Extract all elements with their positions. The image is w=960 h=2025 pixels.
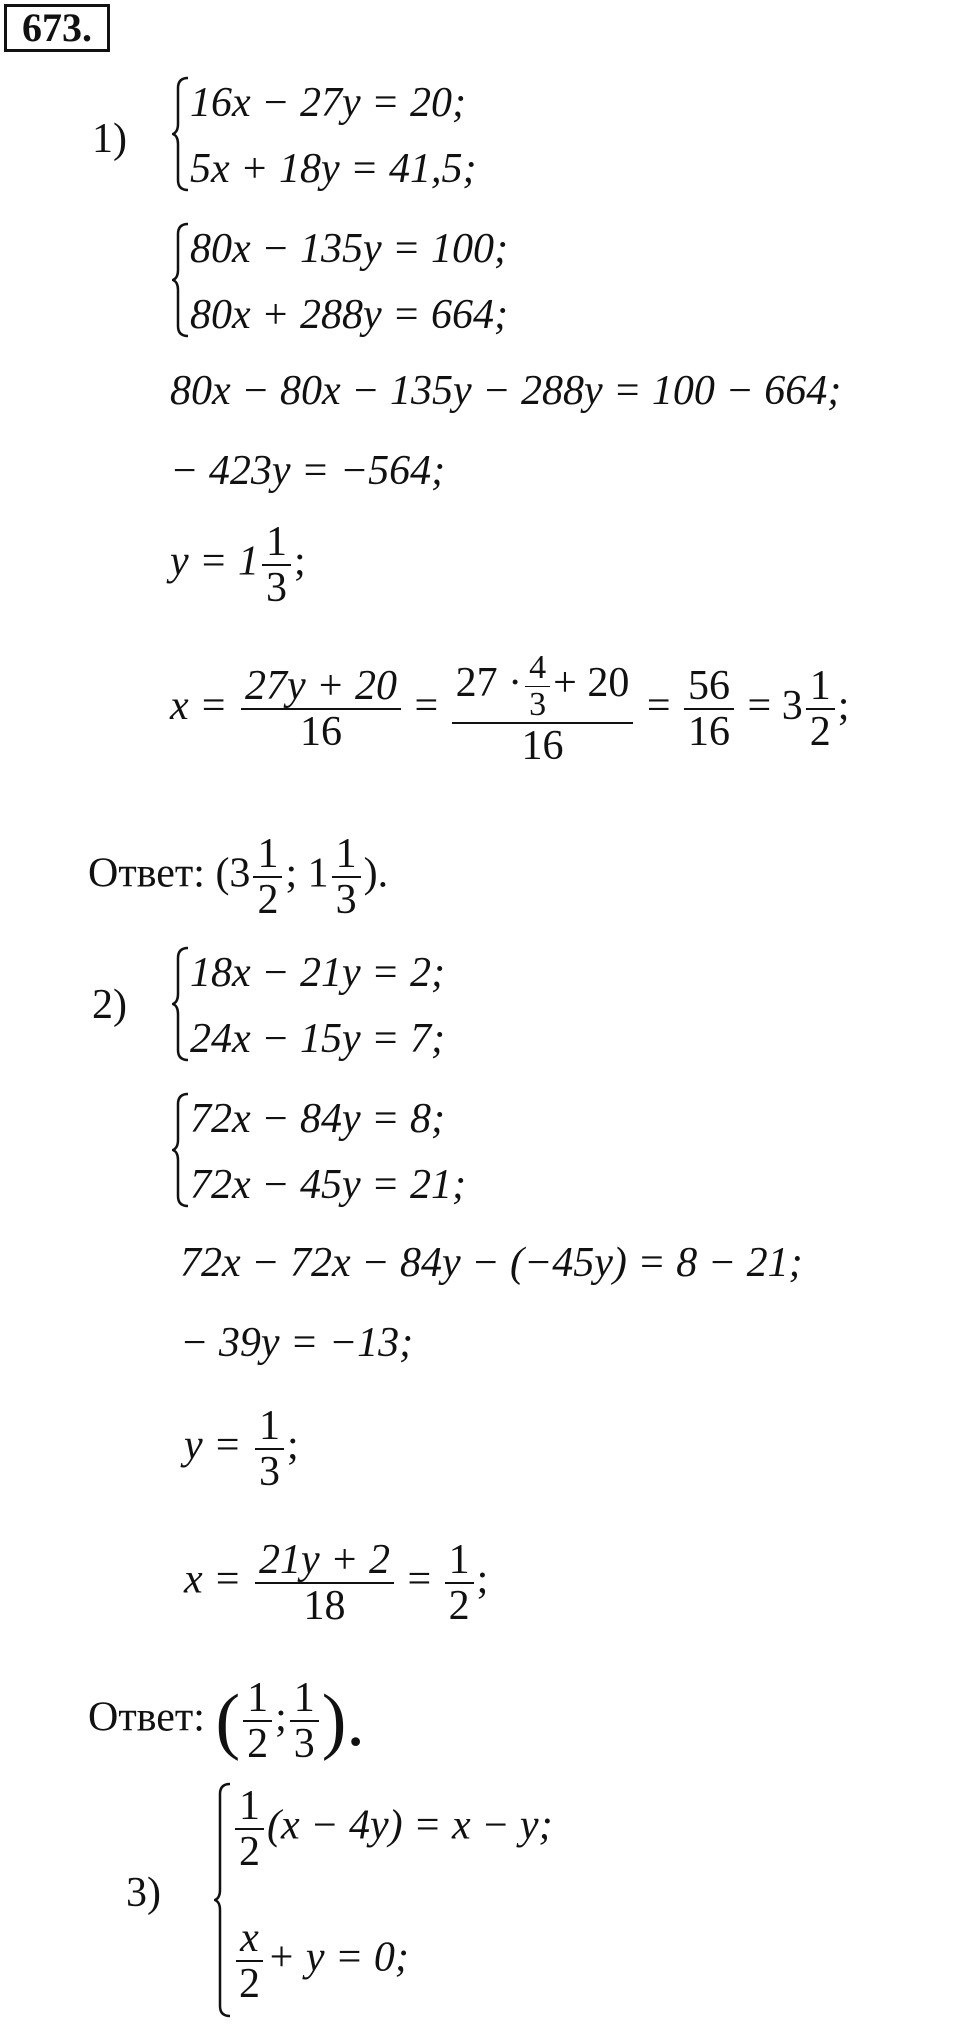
equals: = xyxy=(646,682,671,729)
answer-close: ). xyxy=(321,1680,365,1763)
numerator: 1 xyxy=(445,1538,474,1584)
equation-row: 72x − 45y = 21; xyxy=(190,1162,466,1208)
part1-system1 xyxy=(172,74,592,194)
term: (x − 4y) = x − y; xyxy=(267,1802,553,1849)
denominator: 3 xyxy=(258,1449,280,1496)
equation-row: 24x − 15y = 7; xyxy=(190,1016,445,1062)
equation-row: 80x − 135y = 100; xyxy=(190,226,508,272)
denominator: 3 xyxy=(265,565,287,612)
separator: ; xyxy=(275,1694,287,1741)
equation-row: 16x − 27y = 20; xyxy=(190,80,466,126)
fraction xyxy=(235,1916,264,2006)
numerator: 4 xyxy=(525,650,550,687)
fraction xyxy=(255,1538,394,1628)
part3-system xyxy=(214,1780,654,2025)
brace-icon xyxy=(214,1780,234,2020)
brace-icon xyxy=(172,1090,192,1210)
equation-line xyxy=(184,1538,488,1628)
equals: = xyxy=(414,682,439,729)
answer-label: Ответ: xyxy=(88,850,205,897)
numerator: x xyxy=(236,1916,263,1962)
fraction xyxy=(262,520,291,610)
numerator: 1 xyxy=(806,664,835,710)
lhs: y = 1 xyxy=(170,538,259,585)
denominator: 2 xyxy=(239,1829,260,1876)
answer-mid: ; 1 xyxy=(285,850,329,897)
answer-line xyxy=(88,832,388,922)
fraction xyxy=(525,650,550,722)
term: + 20 xyxy=(553,659,630,706)
equals: = 3 xyxy=(747,682,803,729)
denominator: 3 xyxy=(335,877,357,924)
part3-label: 3) xyxy=(126,1870,161,1916)
denominator: 16 xyxy=(521,723,564,770)
equation-line: 80x − 80x − 135y − 288y = 100 − 664; xyxy=(170,368,842,414)
numerator: 56 xyxy=(684,664,734,710)
denominator: 16 xyxy=(688,709,731,756)
task-number: 673. xyxy=(4,4,110,52)
fraction xyxy=(243,1676,272,1766)
denominator: 3 xyxy=(293,1721,315,1768)
equation-row: 5x + 18y = 41,5; xyxy=(190,146,477,192)
equation-line: 72x − 72x − 84y − (−45y) = 8 − 21; xyxy=(180,1240,803,1286)
answer-line xyxy=(88,1676,365,1766)
numerator: 1 xyxy=(290,1676,319,1722)
equation-row xyxy=(232,1784,553,1874)
part2-label: 2) xyxy=(92,982,127,1028)
fraction xyxy=(684,664,734,754)
denominator: 18 xyxy=(303,1583,346,1630)
denominator: 16 xyxy=(299,709,342,756)
numerator: 1 xyxy=(243,1676,272,1722)
fraction xyxy=(235,1784,264,1874)
semicolon: ; xyxy=(837,682,850,729)
denominator: 2 xyxy=(448,1583,470,1630)
fraction xyxy=(241,664,401,754)
equation-row: 80x + 288y = 664; xyxy=(190,292,508,338)
numerator: 1 xyxy=(235,1784,264,1830)
part2-system2 xyxy=(172,1090,592,1210)
part2-system1 xyxy=(172,944,592,1064)
denominator: 2 xyxy=(257,877,279,924)
equation-row: 18x − 21y = 2; xyxy=(190,950,445,996)
equation-line xyxy=(170,520,306,610)
lhs: y = xyxy=(184,1422,242,1469)
part1-system2 xyxy=(172,220,592,340)
denominator: 2 xyxy=(247,1721,269,1768)
fraction xyxy=(452,650,634,768)
fraction xyxy=(253,832,282,922)
semicolon: ; xyxy=(293,538,306,585)
lhs: x = xyxy=(184,1556,242,1603)
factor: 27 · xyxy=(455,659,523,706)
brace-icon xyxy=(172,74,192,194)
fraction xyxy=(290,1676,319,1766)
lhs: x = xyxy=(170,682,228,729)
answer-label: Ответ: xyxy=(88,1694,205,1741)
numerator: 27y + 20 xyxy=(241,664,401,710)
denominator: 2 xyxy=(239,1961,260,2008)
denominator: 3 xyxy=(529,685,547,723)
answer-open: ( xyxy=(215,1680,241,1763)
numerator: 1 xyxy=(262,520,291,566)
term: + y = 0; xyxy=(267,1934,409,1981)
equation-line xyxy=(184,1404,299,1494)
semicolon: ; xyxy=(286,1422,299,1469)
numerator: 1 xyxy=(253,832,282,878)
fraction xyxy=(255,1404,284,1494)
brace-icon xyxy=(172,220,192,340)
numerator: 21y + 2 xyxy=(255,1538,394,1584)
equation-line xyxy=(170,650,849,768)
equals: = xyxy=(407,1556,432,1603)
fraction xyxy=(445,1538,474,1628)
part1-label: 1) xyxy=(92,116,127,162)
numerator: 1 xyxy=(332,832,361,878)
answer-open: (3 xyxy=(215,850,251,897)
equation-line: − 423y = −564; xyxy=(170,448,446,494)
answer-close: ). xyxy=(363,850,389,897)
equation-line: − 39y = −13; xyxy=(180,1320,414,1366)
denominator: 2 xyxy=(809,709,831,756)
fraction xyxy=(332,832,361,922)
equation-row: 72x − 84y = 8; xyxy=(190,1096,445,1142)
numerator xyxy=(452,650,634,724)
equation-row xyxy=(232,1916,409,2006)
fraction xyxy=(806,664,835,754)
semicolon: ; xyxy=(476,1556,489,1603)
numerator: 1 xyxy=(255,1404,284,1450)
brace-icon xyxy=(172,944,192,1064)
